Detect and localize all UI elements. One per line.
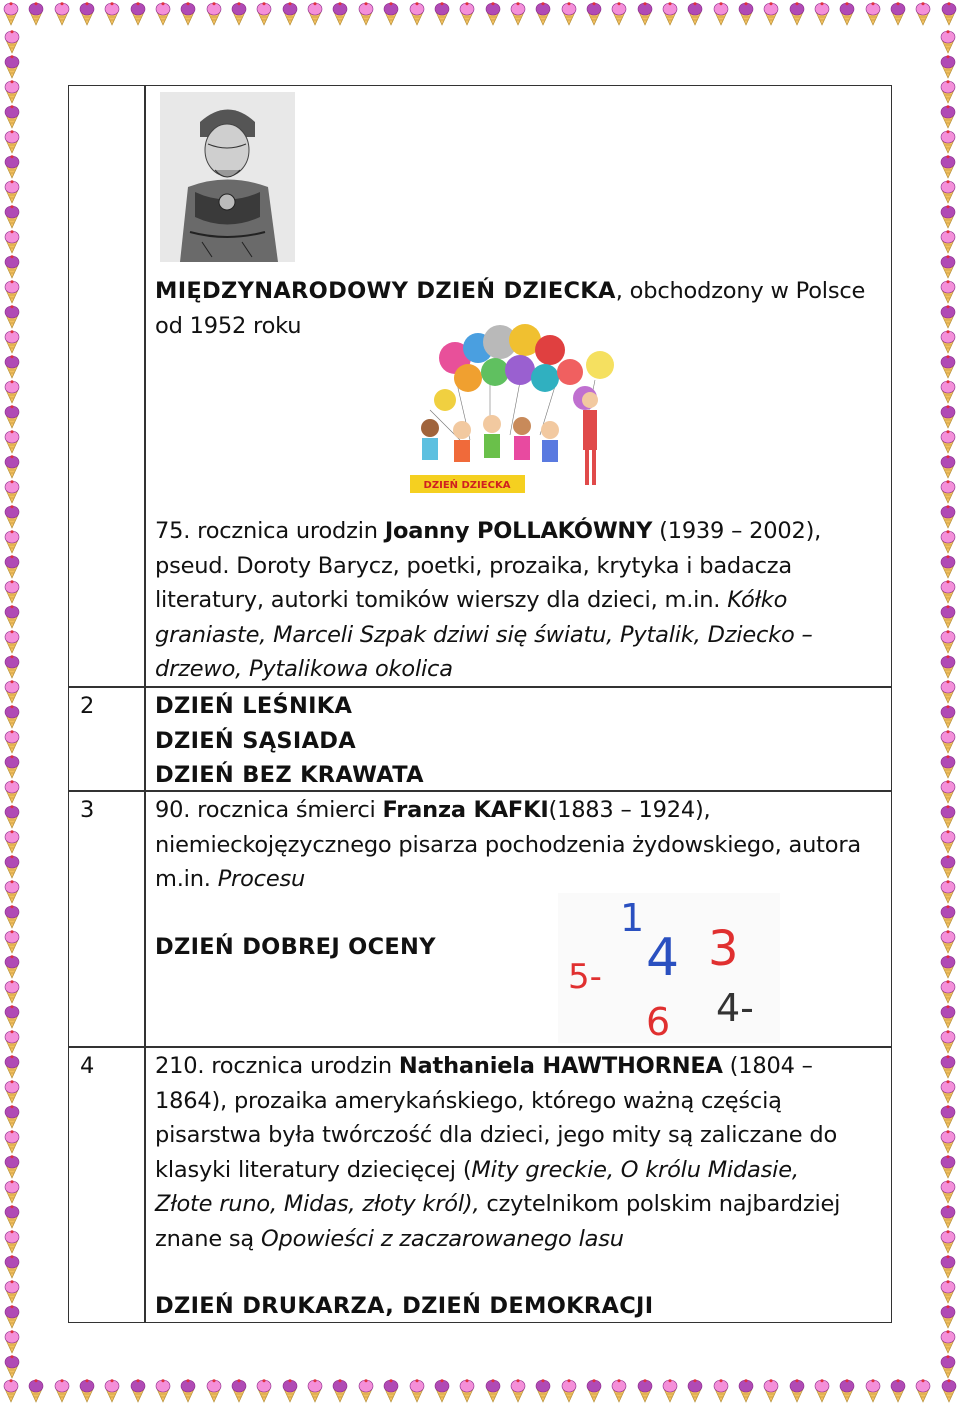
ice-cream-cone-icon	[281, 2, 299, 26]
ice-cream-cone-icon	[940, 2, 958, 26]
ice-cream-cone-icon	[3, 780, 21, 804]
years-text: (1883 – 1924),	[548, 797, 711, 823]
ice-cream-cone-icon	[3, 1055, 21, 1079]
ice-cream-cone-icon	[3, 105, 21, 129]
description-line: pisarstwa była twórczość dla dzieci, jego mity są zaliczane do	[155, 1122, 838, 1148]
ice-cream-cone-icon	[939, 1205, 957, 1229]
ice-cream-cone-icon	[610, 1379, 628, 1403]
ice-cream-cone-icon	[382, 2, 400, 26]
description-line: znane są	[155, 1225, 261, 1252]
ice-cream-cone-icon	[686, 2, 704, 26]
ice-cream-cone-icon	[103, 1379, 121, 1403]
ice-cream-cone-icon	[813, 1379, 831, 1403]
ice-cream-cone-icon	[408, 2, 426, 26]
anniversary-text: 90. rocznica śmierci	[155, 797, 383, 823]
ice-cream-cone-icon	[939, 730, 957, 754]
ice-cream-cone-icon	[939, 880, 957, 904]
ice-cream-cone-icon	[939, 930, 957, 954]
work-titles: graniaste, Marceli Szpak dziwi się światu, Pytalik, Dziecko –	[155, 621, 813, 648]
ice-cream-cone-icon	[205, 2, 223, 26]
ice-cream-cone-icon	[939, 130, 957, 154]
ice-cream-cone-icon	[3, 355, 21, 379]
ice-cream-cone-icon	[408, 1379, 426, 1403]
decorative-border-top	[0, 2, 960, 32]
ice-cream-cone-icon	[3, 255, 21, 279]
ice-cream-cone-icon	[712, 2, 730, 26]
holiday-name: DZIEŃ BEZ KRAWATA	[155, 762, 424, 788]
description-line: klasyki literatury dziecięcej (	[155, 1156, 472, 1183]
ice-cream-cone-icon	[458, 2, 476, 26]
ice-cream-cone-icon	[914, 2, 932, 26]
ice-cream-cone-icon	[585, 1379, 603, 1403]
ice-cream-cone-icon	[3, 1155, 21, 1179]
ice-cream-cone-icon	[838, 1379, 856, 1403]
ice-cream-cone-icon	[3, 530, 21, 554]
ice-cream-cone-icon	[3, 830, 21, 854]
ice-cream-cone-icon	[3, 280, 21, 304]
holiday-name: DZIEŃ DRUKARZA, DZIEŃ DEMOKRACJI	[155, 1293, 654, 1319]
ice-cream-cone-icon	[27, 1379, 45, 1403]
ice-cream-cone-icon	[3, 205, 21, 229]
ice-cream-cone-icon	[458, 1379, 476, 1403]
ice-cream-cone-icon	[3, 1105, 21, 1129]
ice-cream-cone-icon	[3, 80, 21, 104]
table-row-divider	[69, 1046, 891, 1048]
ice-cream-cone-icon	[813, 2, 831, 26]
ice-cream-cone-icon	[103, 2, 121, 26]
ice-cream-cone-icon	[509, 2, 527, 26]
grade-mark: 1	[620, 896, 645, 940]
portrait-engraving-image	[160, 92, 295, 262]
ice-cream-cone-icon	[762, 1379, 780, 1403]
ice-cream-cone-icon	[939, 1155, 957, 1179]
ice-cream-cone-icon	[3, 680, 21, 704]
ice-cream-cone-icon	[3, 555, 21, 579]
ice-cream-cone-icon	[3, 930, 21, 954]
table-column-divider	[144, 86, 146, 1322]
children-day-description: , obchodzony w Polsce	[615, 278, 866, 304]
anniversary-text: 210. rocznica urodzin	[155, 1053, 399, 1079]
ice-cream-cone-icon	[560, 2, 578, 26]
ice-cream-cone-icon	[3, 1330, 21, 1354]
ice-cream-cone-icon	[306, 1379, 324, 1403]
day-number: 4	[80, 1053, 95, 1079]
ice-cream-cone-icon	[53, 1379, 71, 1403]
ice-cream-cone-icon	[3, 955, 21, 979]
children-day-since: od 1952 roku	[155, 312, 302, 339]
ice-cream-cone-icon	[433, 1379, 451, 1403]
description-line: 1864), prozaika amerykańskiego, którego ważną częścią	[155, 1087, 782, 1114]
ice-cream-cone-icon	[3, 480, 21, 504]
children-day-title: MIĘDZYNARODOWY DZIEŃ DZIECKA	[155, 278, 616, 304]
ice-cream-cone-icon	[939, 30, 957, 54]
description-line: literatury, autorki tomików wierszy dla dzieci, m.in.	[155, 587, 728, 613]
children-balloons-image	[400, 320, 630, 500]
work-titles: drzewo, Pytalikowa okolica	[155, 656, 453, 682]
years-text: (1939 – 2002),	[652, 518, 822, 544]
school-grades-image	[558, 893, 780, 1043]
ice-cream-cone-icon	[3, 155, 21, 179]
ice-cream-cone-icon	[3, 755, 21, 779]
ice-cream-cone-icon	[939, 805, 957, 829]
ice-cream-cone-icon	[939, 205, 957, 229]
ice-cream-cone-icon	[484, 2, 502, 26]
ice-cream-cone-icon	[331, 2, 349, 26]
ice-cream-cone-icon	[939, 705, 957, 729]
ice-cream-cone-icon	[661, 2, 679, 26]
ice-cream-cone-icon	[3, 130, 21, 154]
ice-cream-cone-icon	[939, 780, 957, 804]
ice-cream-cone-icon	[939, 1030, 957, 1054]
ice-cream-cone-icon	[939, 1005, 957, 1029]
ice-cream-cone-icon	[939, 1080, 957, 1104]
ice-cream-cone-icon	[3, 380, 21, 404]
ice-cream-cone-icon	[939, 1130, 957, 1154]
ice-cream-cone-icon	[3, 1180, 21, 1204]
ice-cream-cone-icon	[3, 905, 21, 929]
ice-cream-cone-icon	[3, 855, 21, 879]
ice-cream-cone-icon	[3, 1205, 21, 1229]
ice-cream-cone-icon	[3, 605, 21, 629]
ice-cream-cone-icon	[939, 1280, 957, 1304]
ice-cream-cone-icon	[939, 1180, 957, 1204]
years-text: (1804 –	[722, 1053, 813, 1079]
ice-cream-cone-icon	[939, 830, 957, 854]
ice-cream-cone-icon	[939, 105, 957, 129]
day-3-entry	[155, 793, 880, 897]
ice-cream-cone-icon	[939, 580, 957, 604]
printer-democracy-day	[155, 1289, 880, 1324]
ice-cream-cone-icon	[939, 455, 957, 479]
description-line: niemieckojęzycznego pisarza pochodzenia żydowskiego, autora	[155, 831, 861, 858]
ice-cream-cone-icon	[939, 1055, 957, 1079]
ice-cream-cone-icon	[939, 555, 957, 579]
work-titles: Złote runo, Midas, złoty król),	[155, 1191, 480, 1217]
work-title: Opowieści z zaczarowanego lasu	[260, 1225, 624, 1252]
ice-cream-cone-icon	[939, 480, 957, 504]
grade-mark: 4-	[716, 986, 754, 1030]
ice-cream-cone-icon	[255, 2, 273, 26]
ice-cream-cone-icon	[939, 1305, 957, 1329]
ice-cream-cone-icon	[939, 430, 957, 454]
ice-cream-cone-icon	[712, 1379, 730, 1403]
ice-cream-cone-icon	[939, 905, 957, 929]
description-line: czytelnikom polskim najbardziej	[479, 1191, 841, 1217]
ice-cream-cone-icon	[939, 1230, 957, 1254]
ice-cream-cone-icon	[939, 1105, 957, 1129]
ice-cream-cone-icon	[3, 1030, 21, 1054]
ice-cream-cone-icon	[585, 2, 603, 26]
ice-cream-cone-icon	[27, 2, 45, 26]
ice-cream-cone-icon	[129, 2, 147, 26]
person-name: Franza KAFKI	[382, 797, 549, 823]
ice-cream-cone-icon	[3, 655, 21, 679]
ice-cream-cone-icon	[230, 2, 248, 26]
pollakowna-entry	[155, 514, 880, 687]
ice-cream-cone-icon	[154, 1379, 172, 1403]
grade-mark: 6	[646, 1000, 671, 1043]
grade-mark: 3	[708, 921, 739, 977]
ice-cream-cone-icon	[939, 305, 957, 329]
decorative-border-right	[936, 30, 960, 1379]
ice-cream-cone-icon	[3, 980, 21, 1004]
ice-cream-cone-icon	[939, 755, 957, 779]
ice-cream-cone-icon	[939, 405, 957, 429]
holiday-name: DZIEŃ SĄSIADA	[155, 727, 356, 754]
ice-cream-cone-icon	[939, 1355, 957, 1379]
anniversary-text: 75. rocznica urodzin	[155, 518, 385, 544]
ice-cream-cone-icon	[939, 980, 957, 1004]
ice-cream-cone-icon	[940, 1379, 958, 1403]
ice-cream-cone-icon	[433, 2, 451, 26]
ice-cream-cone-icon	[534, 1379, 552, 1403]
ice-cream-cone-icon	[331, 1379, 349, 1403]
ice-cream-cone-icon	[939, 80, 957, 104]
day-2-entry	[155, 689, 880, 793]
children-day-logo-text: DZIEŃ DZIECKA	[423, 480, 511, 491]
ice-cream-cone-icon	[636, 2, 654, 26]
ice-cream-cone-icon	[179, 1379, 197, 1403]
ice-cream-cone-icon	[939, 355, 957, 379]
ice-cream-cone-icon	[939, 330, 957, 354]
ice-cream-cone-icon	[939, 180, 957, 204]
ice-cream-cone-icon	[3, 1230, 21, 1254]
ice-cream-cone-icon	[939, 655, 957, 679]
ice-cream-cone-icon	[560, 1379, 578, 1403]
ice-cream-cone-icon	[3, 30, 21, 54]
ice-cream-cone-icon	[864, 1379, 882, 1403]
ice-cream-cone-icon	[939, 855, 957, 879]
ice-cream-cone-icon	[154, 2, 172, 26]
decorative-border-left	[0, 30, 24, 1379]
ice-cream-cone-icon	[737, 2, 755, 26]
ice-cream-cone-icon	[661, 1379, 679, 1403]
day-number: 3	[80, 797, 95, 823]
ice-cream-cone-icon	[3, 1280, 21, 1304]
ice-cream-cone-icon	[382, 1379, 400, 1403]
person-name: Nathaniela HAWTHORNEA	[398, 1053, 723, 1079]
ice-cream-cone-icon	[939, 280, 957, 304]
ice-cream-cone-icon	[864, 2, 882, 26]
ice-cream-cone-icon	[255, 1379, 273, 1403]
ice-cream-cone-icon	[3, 1005, 21, 1029]
ice-cream-cone-icon	[306, 2, 324, 26]
ice-cream-cone-icon	[230, 1379, 248, 1403]
ice-cream-cone-icon	[3, 505, 21, 529]
description-line: m.in.	[155, 866, 218, 892]
grade-mark: 4	[646, 928, 680, 988]
ice-cream-cone-icon	[281, 1379, 299, 1403]
work-title: Kółko	[727, 587, 788, 613]
ice-cream-cone-icon	[3, 730, 21, 754]
ice-cream-cone-icon	[53, 2, 71, 26]
ice-cream-cone-icon	[939, 680, 957, 704]
ice-cream-cone-icon	[3, 880, 21, 904]
ice-cream-cone-icon	[3, 55, 21, 79]
ice-cream-cone-icon	[636, 1379, 654, 1403]
ice-cream-cone-icon	[939, 55, 957, 79]
ice-cream-cone-icon	[788, 1379, 806, 1403]
day-number: 2	[80, 693, 95, 719]
ice-cream-cone-icon	[357, 2, 375, 26]
ice-cream-cone-icon	[179, 2, 197, 26]
ice-cream-cone-icon	[3, 405, 21, 429]
ice-cream-cone-icon	[2, 2, 20, 26]
ice-cream-cone-icon	[737, 1379, 755, 1403]
ice-cream-cone-icon	[939, 530, 957, 554]
ice-cream-cone-icon	[939, 155, 957, 179]
ice-cream-cone-icon	[939, 380, 957, 404]
ice-cream-cone-icon	[78, 2, 96, 26]
person-name: Joanny POLLAKÓWNY	[384, 518, 653, 544]
ice-cream-cone-icon	[838, 2, 856, 26]
ice-cream-cone-icon	[939, 255, 957, 279]
work-title: Procesu	[217, 866, 306, 892]
ice-cream-cone-icon	[788, 2, 806, 26]
ice-cream-cone-icon	[78, 1379, 96, 1403]
ice-cream-cone-icon	[3, 805, 21, 829]
ice-cream-cone-icon	[3, 455, 21, 479]
ice-cream-cone-icon	[939, 1255, 957, 1279]
ice-cream-cone-icon	[939, 230, 957, 254]
ice-cream-cone-icon	[889, 2, 907, 26]
ice-cream-cone-icon	[3, 330, 21, 354]
ice-cream-cone-icon	[610, 2, 628, 26]
ice-cream-cone-icon	[939, 630, 957, 654]
decorative-border-bottom	[0, 1379, 960, 1409]
grade-mark: 5-	[568, 957, 602, 997]
holiday-name: DZIEŃ DOBREJ OCENY	[155, 934, 436, 960]
ice-cream-cone-icon	[3, 180, 21, 204]
ice-cream-cone-icon	[939, 955, 957, 979]
ice-cream-cone-icon	[3, 705, 21, 729]
ice-cream-cone-icon	[2, 1379, 20, 1403]
ice-cream-cone-icon	[3, 230, 21, 254]
ice-cream-cone-icon	[3, 1355, 21, 1379]
ice-cream-cone-icon	[939, 1330, 957, 1354]
ice-cream-cone-icon	[205, 1379, 223, 1403]
ice-cream-cone-icon	[3, 1255, 21, 1279]
day-4-entry	[155, 1049, 880, 1256]
ice-cream-cone-icon	[3, 305, 21, 329]
ice-cream-cone-icon	[3, 630, 21, 654]
ice-cream-cone-icon	[3, 1305, 21, 1329]
ice-cream-cone-icon	[357, 1379, 375, 1403]
ice-cream-cone-icon	[534, 2, 552, 26]
ice-cream-cone-icon	[762, 2, 780, 26]
ice-cream-cone-icon	[914, 1379, 932, 1403]
description-line: pseud. Doroty Barycz, poetki, prozaika, krytyka i badacza	[155, 552, 792, 579]
ice-cream-cone-icon	[939, 505, 957, 529]
ice-cream-cone-icon	[3, 580, 21, 604]
ice-cream-cone-icon	[3, 1130, 21, 1154]
ice-cream-cone-icon	[509, 1379, 527, 1403]
ice-cream-cone-icon	[686, 1379, 704, 1403]
ice-cream-cone-icon	[484, 1379, 502, 1403]
ice-cream-cone-icon	[129, 1379, 147, 1403]
ice-cream-cone-icon	[939, 605, 957, 629]
ice-cream-cone-icon	[889, 1379, 907, 1403]
holiday-name: DZIEŃ LEŚNIKA	[155, 693, 353, 719]
ice-cream-cone-icon	[3, 1080, 21, 1104]
work-titles: Mity greckie, O królu Midasie,	[471, 1156, 799, 1183]
ice-cream-cone-icon	[3, 430, 21, 454]
